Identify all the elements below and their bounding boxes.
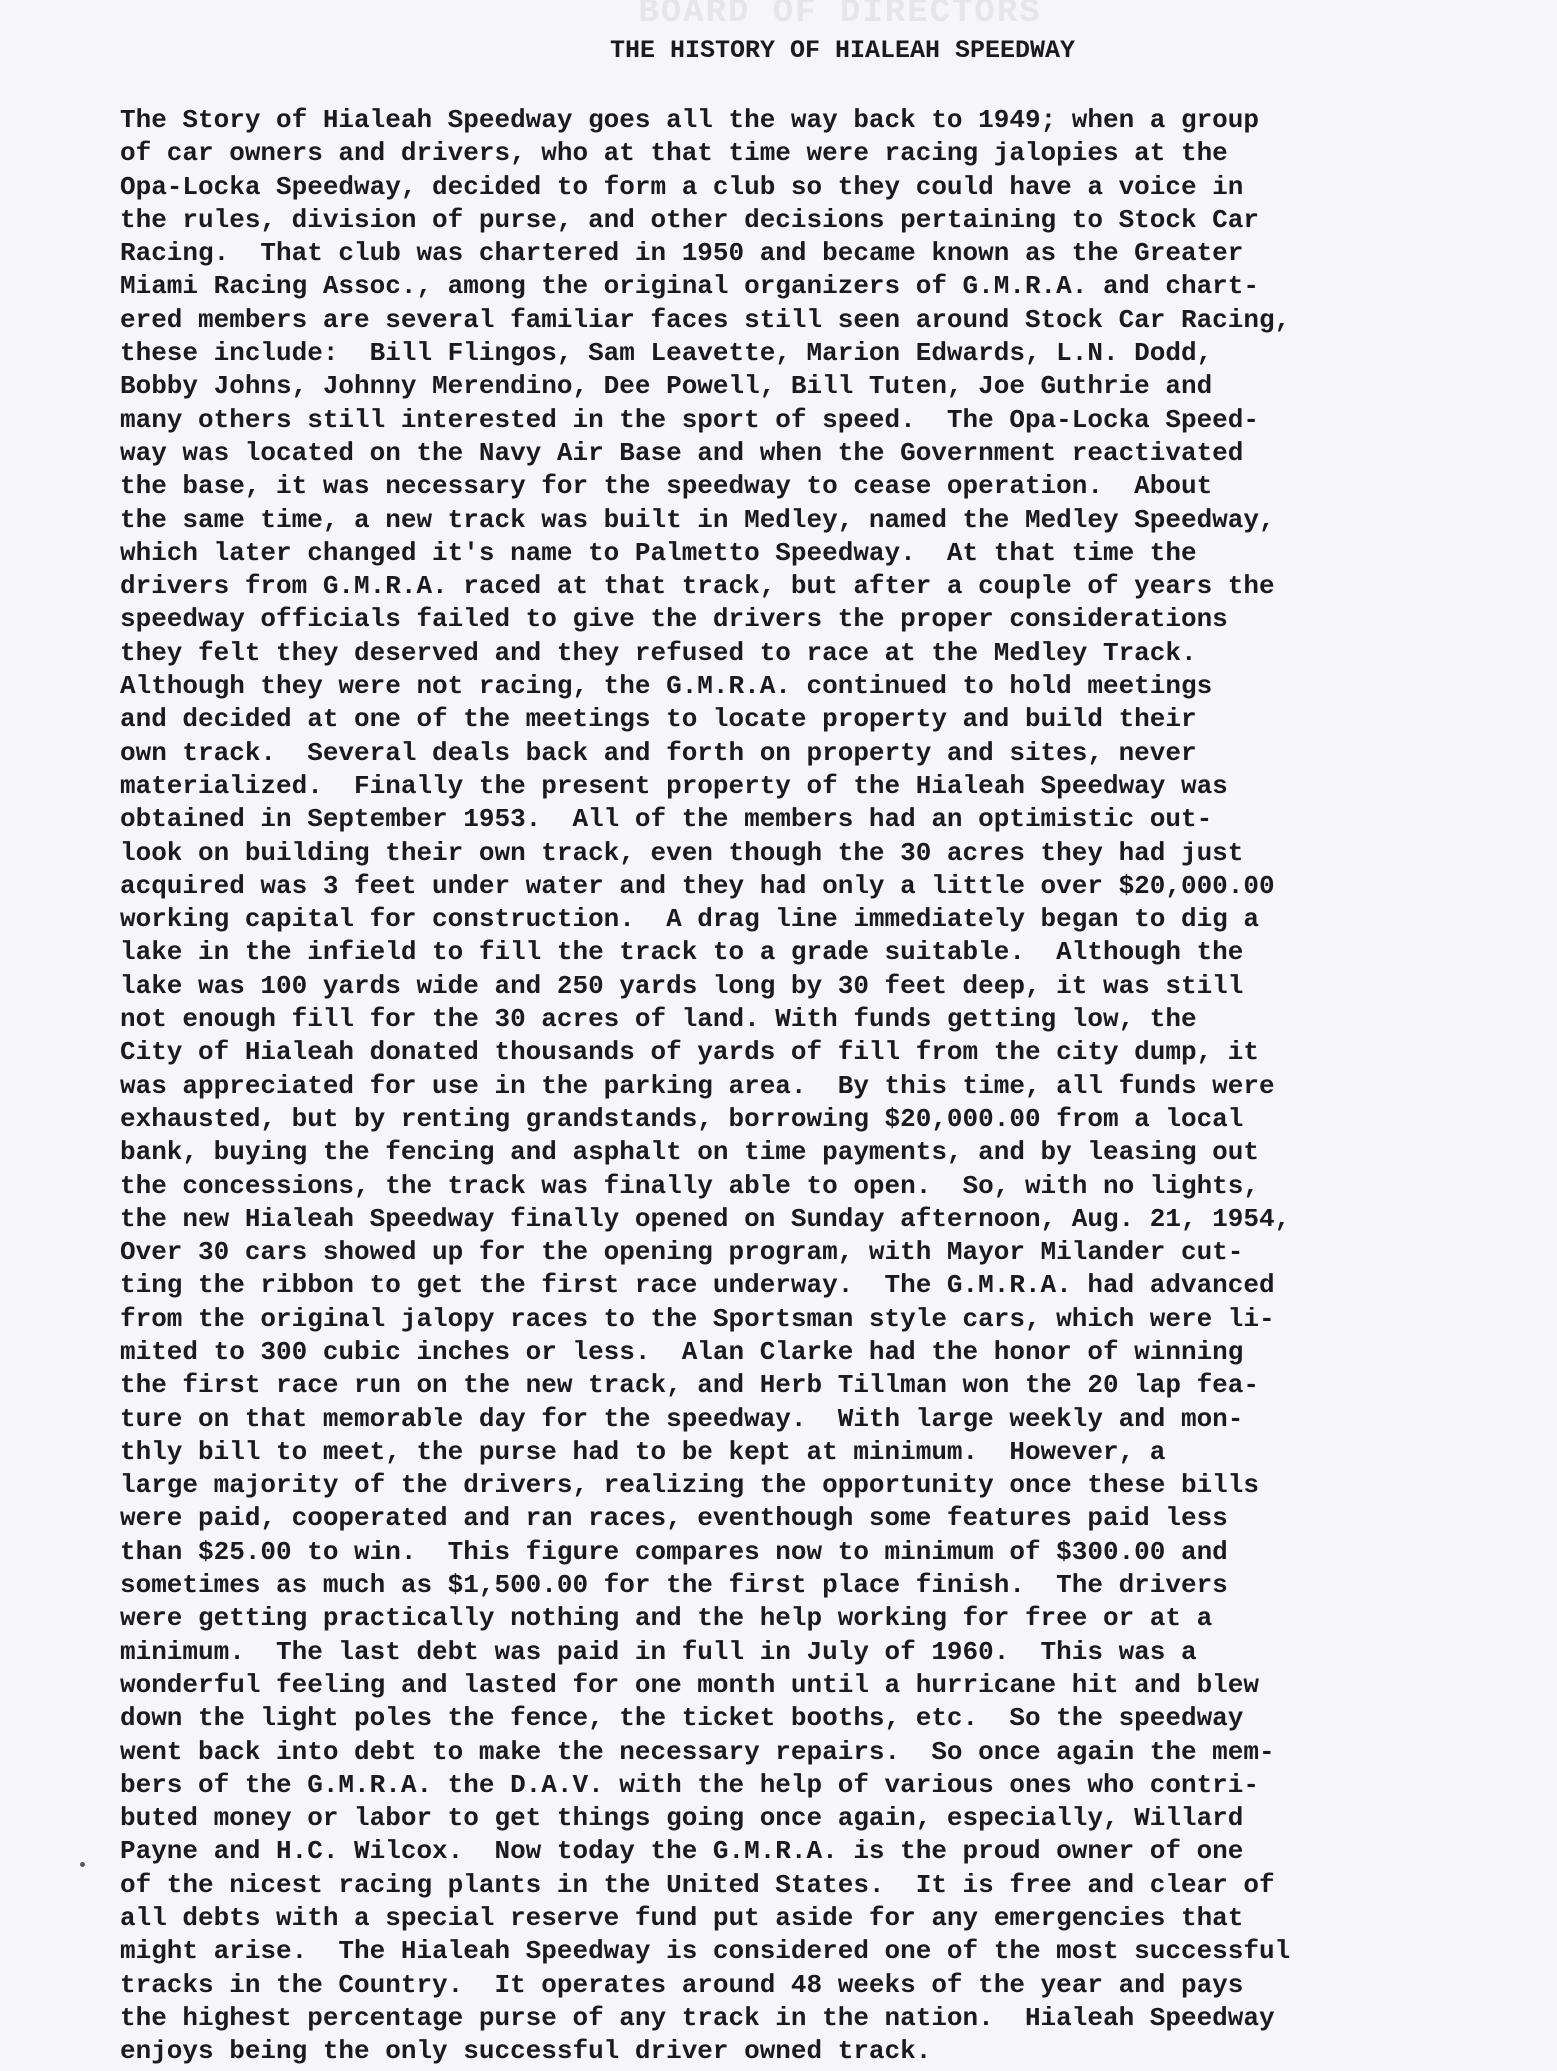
text-line: bers of the G.M.R.A. the D.A.V. with the help of various ones who contri- (120, 1769, 1259, 1800)
text-line: they felt they deserved and they refused to race at the Medley Track. (120, 637, 1197, 668)
text-line: City of Hialeah donated thousands of yards of fill from the city dump, it (120, 1037, 1259, 1068)
text-line: own track. Several deals back and forth on property and sites, never (120, 737, 1197, 768)
text-line: lake in the infield to fill the track to a grade suitable. Although the (120, 937, 1244, 968)
scan-speck (80, 1862, 85, 1867)
text-line: sometimes as much as $1,500.00 for the first place finish. The drivers (120, 1570, 1228, 1601)
text-line: many others still interested in the sport of speed. The Opa-Locka Speed- (120, 404, 1259, 435)
text-line: mited to 300 cubic inches or less. Alan Clarke had the honor of winning (120, 1336, 1244, 1367)
text-line: lake was 100 yards wide and 250 yards long by 30 feet deep, it was still (120, 970, 1244, 1001)
text-line: the first race run on the new track, and Herb Tillman won the 20 lap fea- (120, 1370, 1259, 1401)
text-line: way was located on the Navy Air Base and when the Government reactivated (120, 437, 1244, 468)
text-line: the base, it was necessary for the speedway to cease operation. About (120, 471, 1213, 502)
text-line: acquired was 3 feet under water and they had only a little over $20,000.00 (120, 870, 1275, 901)
text-line: might arise. The Hialeah Speedway is considered one of the most successful (120, 1936, 1291, 1967)
text-line: thly bill to meet, the purse had to be kept at minimum. However, a (120, 1436, 1166, 1467)
body-paragraph (120, 104, 1557, 2069)
text-line: minimum. The last debt was paid in full in July of 1960. This was a (120, 1636, 1197, 1667)
text-line: not enough fill for the 30 acres of land. With funds getting low, the (120, 1004, 1197, 1035)
text-line: ture on that memorable day for the speedway. With large weekly and mon- (120, 1403, 1244, 1434)
text-line: the new Hialeah Speedway finally opened on Sunday afternoon, Aug. 21, 1954, (120, 1203, 1291, 1234)
text-line: The Story of Hialeah Speedway goes all the way back to 1949; when a group (120, 105, 1259, 135)
text-line: all debts with a special reserve fund put aside for any emergencies that (120, 1903, 1244, 1934)
text-line: the rules, division of purse, and other decisions pertaining to Stock Car (120, 204, 1259, 235)
text-line: were getting practically nothing and the help working for free or at a (120, 1603, 1213, 1634)
text-line: speedway officials failed to give the drivers the proper considerations (120, 604, 1228, 635)
text-line: and decided at one of the meetings to locate property and build their (120, 704, 1197, 735)
text-line: from the original jalopy races to the Sportsman style cars, which were li- (120, 1303, 1275, 1334)
text-line: tracks in the Country. It operates around 48 weeks of the year and pays (120, 1969, 1244, 2000)
text-line: down the light poles the fence, the ticket booths, etc. So the speedway (120, 1703, 1244, 1734)
text-line: buted money or labor to get things going once again, especially, Willard (120, 1803, 1244, 1834)
text-line: went back into debt to make the necessary repairs. So once again the mem- (120, 1736, 1275, 1767)
text-line: the same time, a new track was built in Medley, named the Medley Speedway, (120, 504, 1275, 535)
text-line: Opa-Locka Speedway, decided to form a club so they could have a voice in (120, 171, 1244, 202)
text-line: the highest percentage purse of any track in the nation. Hialeah Speedway (120, 2002, 1275, 2033)
text-line: the concessions, the track was finally able to open. So, with no lights, (120, 1170, 1259, 1201)
text-line: Miami Racing Assoc., among the original organizers of G.M.R.A. and chart- (120, 271, 1259, 302)
text-line: drivers from G.M.R.A. raced at that track, but after a couple of years the (120, 571, 1275, 602)
text-line: large majority of the drivers, realizing the opportunity once these bills (120, 1470, 1259, 1501)
bleed-through-heading: BOARD OF DIRECTORS (638, 0, 1042, 32)
text-line: Bobby Johns, Johnny Merendino, Dee Powell, Bill Tuten, Joe Guthrie and (120, 371, 1213, 402)
text-line: ered members are several familiar faces still seen around Stock Car Racing, (120, 304, 1291, 335)
document-title: THE HISTORY OF HIALEAH SPEEDWAY (609, 36, 1076, 65)
text-line: bank, buying the fencing and asphalt on time payments, and by leasing out (120, 1137, 1259, 1168)
text-line: of car owners and drivers, who at that time were racing jalopies at the (120, 138, 1228, 169)
text-line: exhausted, but by renting grandstands, borrowing $20,000.00 from a local (120, 1103, 1244, 1134)
text-line: Payne and H.C. Wilcox. Now today the G.M.R.A. is the proud owner of one (120, 1836, 1244, 1867)
text-line: look on building their own track, even though the 30 acres they had just (120, 837, 1244, 868)
text-line: ting the ribbon to get the first race underway. The G.M.R.A. had advanced (120, 1270, 1275, 1301)
text-line: were paid, cooperated and ran races, eventhough some features paid less (120, 1503, 1228, 1534)
text-line: obtained in September 1953. All of the members had an optimistic out- (120, 804, 1213, 835)
text-line: than $25.00 to win. This figure compares now to minimum of $300.00 and (120, 1536, 1228, 1567)
text-line: Over 30 cars showed up for the opening program, with Mayor Milander cut- (120, 1237, 1244, 1268)
text-line: was appreciated for use in the parking area. By this time, all funds were (120, 1070, 1275, 1101)
text-line: materialized. Finally the present property of the Hialeah Speedway was (120, 770, 1228, 801)
text-line: Although they were not racing, the G.M.R.A. continued to hold meetings (120, 671, 1213, 702)
text-line: which later changed it's name to Palmetto Speedway. At that time the (120, 537, 1197, 568)
text-line: these include: Bill Flingos, Sam Leavette, Marion Edwards, L.N. Dodd, (120, 338, 1213, 369)
text-line: working capital for construction. A drag line immediately began to dig a (120, 904, 1259, 935)
text-line: wonderful feeling and lasted for one month until a hurricane hit and blew (120, 1669, 1259, 1700)
text-line: Racing. That club was chartered in 1950 and became known as the Greater (120, 238, 1244, 269)
text-line: of the nicest racing plants in the United States. It is free and clear of (120, 1869, 1275, 1900)
text-line: enjoys being the only successful driver owned track. (120, 2036, 932, 2067)
